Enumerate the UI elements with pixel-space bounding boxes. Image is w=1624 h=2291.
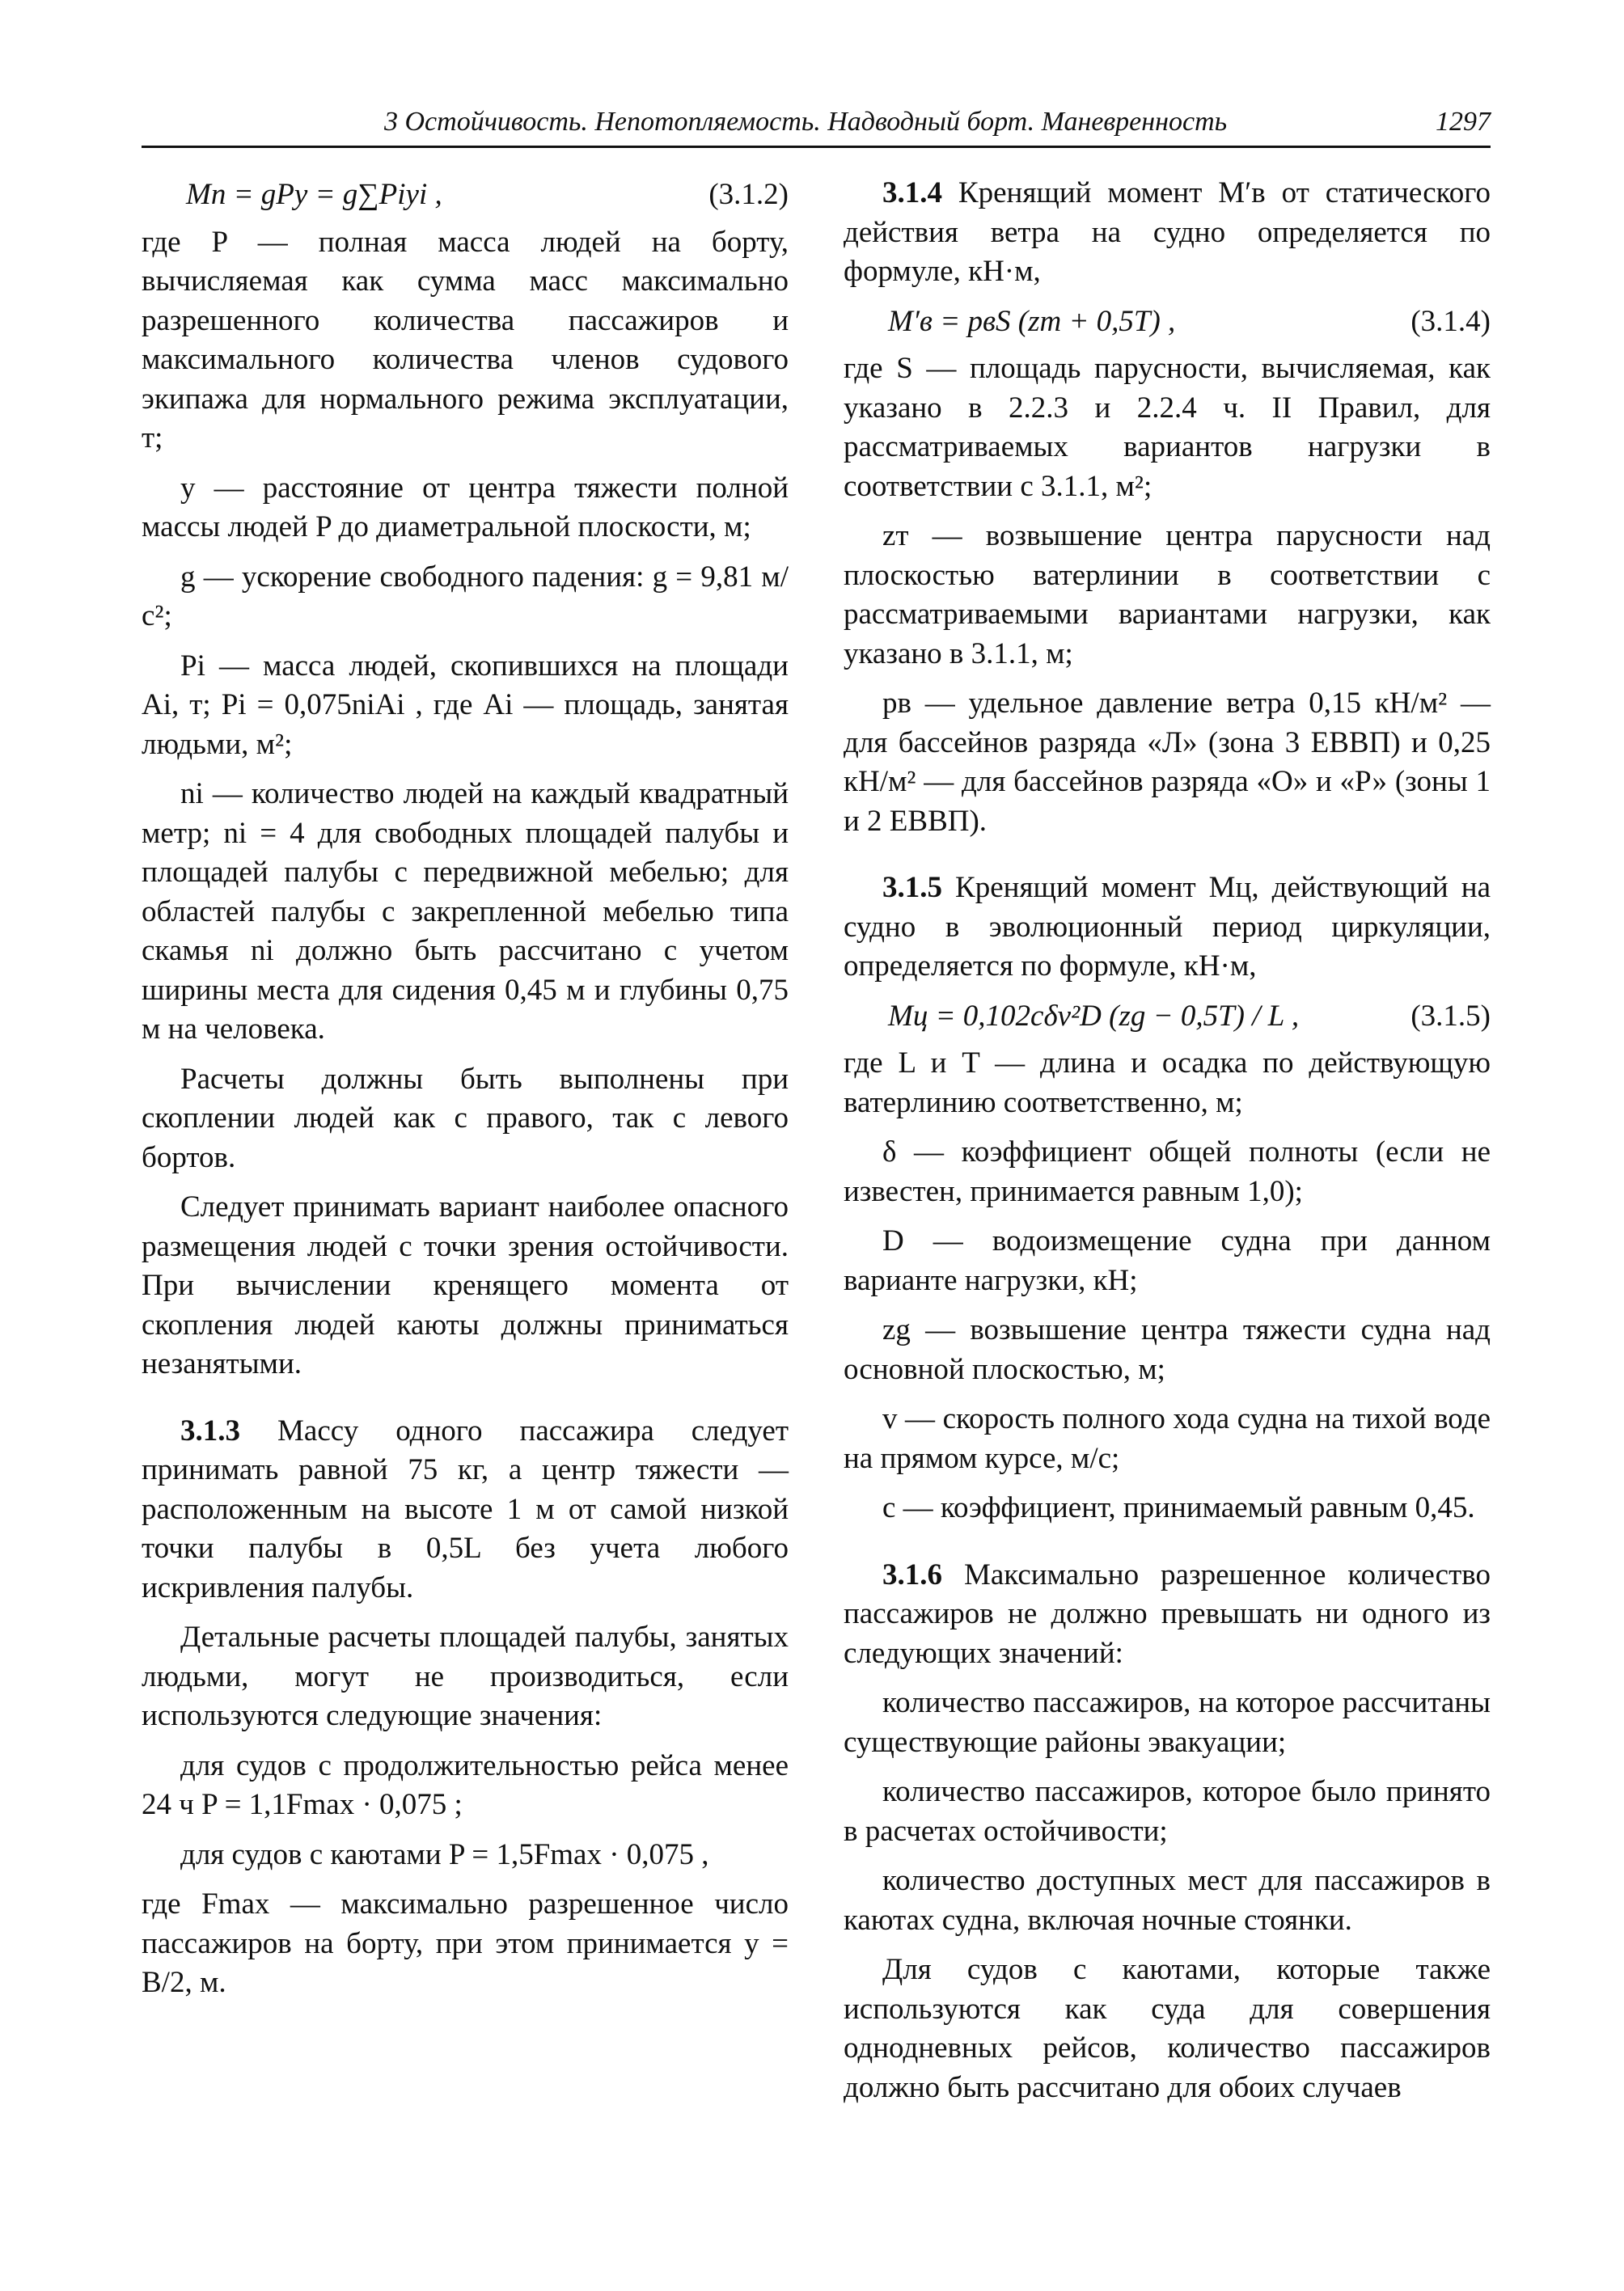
paragraph: где Fmax — максимально разрешенное число пассажиров на борту, при этом принимается y = B/2, м.: [142, 1887, 789, 1999]
section-number: 3.1.6: [882, 1558, 942, 1591]
paragraph: D — водоизмещение судна при данном варианте нагрузки, кН;: [844, 1224, 1491, 1297]
equation-number: (3.1.4): [1410, 304, 1491, 338]
paragraph: количество пассажиров, которое было принято в расчетах остойчивости;: [844, 1775, 1491, 1848]
formula-3-1-5: [844, 997, 1491, 1037]
section-text: Массу одного пассажира следует принимать равной 75 кг, а центр тяжести — расположенным на высоте 1 м от самой низкой точки палубы в 0,5L без учета любого искривления палубы.: [142, 1414, 789, 1604]
paragraph: zт — возвышение центра парусности над плоскостью ватерлинии в соответствии с рассматриваемыми вариантами нагрузки, как указано в 3.1.1, м;: [844, 519, 1491, 670]
section-text: Кренящий момент Mц, действующий на судно в эволюционный период циркуляции, определяется по формуле, кН·м,: [844, 871, 1491, 983]
paragraph: ni — количество людей на каждый квадратный метр; ni = 4 для свободных площадей палубы и площадей палубы с передвижной мебелью; для областей палубы с закрепленной мебелью типа скамья ni должно быть рассчитано с учетом ширины места для сидения 0,45 м и глубины 0,75 м на человека.: [142, 777, 789, 1046]
running-header: [142, 104, 1491, 148]
paragraph: для судов с каютами P = 1,5Fmax · 0,075 ,: [180, 1837, 709, 1871]
equation-number: (3.1.2): [708, 178, 789, 211]
equation-number: (3.1.5): [1410, 999, 1491, 1033]
formula-3-1-4: [844, 302, 1491, 342]
section-text: Кренящий момент M′в от статического действия ветра на судно определяется по формуле, кН·м,: [844, 176, 1491, 288]
paragraph: δ — коэффициент общей полноты (если не известен, принимается равным 1,0);: [844, 1135, 1491, 1208]
paragraph: Для судов с каютами, которые также используются как суда для совершения однодневных рейсов, количество пассажиров должно быть рассчитано для обоих случаев: [844, 1953, 1491, 2104]
paragraph: Расчеты должны быть выполнены при скоплении людей как с правого, так с левого бортов.: [142, 1062, 789, 1174]
formula-3-1-2: [142, 175, 789, 215]
paragraph: g — ускорение свободного падения: g = 9,81 м/с²;: [142, 560, 789, 632]
paragraph: Детальные расчеты площадей палубы, занятых людьми, могут не производиться, если используются следующие значения:: [142, 1621, 789, 1732]
page-number: 1297: [1436, 107, 1491, 137]
header-title: 3 Остойчивость. Непотопляемость. Надводный борт. Маневренность: [384, 107, 1228, 137]
paragraph: y — расстояние от центра тяжести полной массы людей P до диаметральной плоскости, м;: [142, 471, 789, 543]
section-3-1-3: [142, 1412, 789, 1608]
left-column: [142, 174, 789, 2014]
section-number: 3.1.3: [180, 1414, 240, 1448]
right-column: [844, 174, 1491, 2118]
formula-expression: Mц = 0,102cδv²D (zg − 0,5T) / L ,: [888, 999, 1300, 1033]
paragraph: pв — удельное давление ветра 0,15 кН/м² — для бассейнов разряда «Л» (зона 3 ЕВВП) и 0,25 кН/м² — для бассейнов разряда «О» и «Р» (зоны 1 и 2 ЕВВП).: [844, 687, 1491, 838]
paragraph: количество доступных мест для пассажиров в каютах судна, включая ночные стоянки.: [844, 1864, 1491, 1937]
paragraph: Pi — масса людей, скопившихся на площади Ai, т; Pi = 0,075niAi , где Ai — площадь, занятая людьми, м²;: [142, 649, 789, 761]
paragraph: где L и T — длина и осадка по действующую ватерлинию соответственно, м;: [844, 1046, 1491, 1119]
formula-expression: M′в = pвS (zт + 0,5T) ,: [888, 304, 1176, 338]
paragraph: где P — полная масса людей на борту, вычисляемая как сумма масс максимально разрешенного количества пассажиров и максимального количества членов судового экипажа для нормального режима эксплуатации, т;: [142, 225, 789, 454]
paragraph: c — коэффициент, принимаемый равным 0,45.: [882, 1491, 1475, 1524]
formula-expression: Mп = gPy = g∑Piyi ,: [186, 178, 442, 211]
paragraph: v — скорость полного хода судна на тихой воде на прямом курсе, м/с;: [844, 1402, 1491, 1475]
section-number: 3.1.4: [882, 176, 942, 209]
section-3-1-4: [844, 174, 1491, 292]
section-3-1-5: [844, 869, 1491, 987]
paragraph: где S — площадь парусности, вычисляемая, как указано в 2.2.3 и 2.2.4 ч. II Правил, для рассматриваемых вариантов нагрузки в соответствии с 3.1.1, м²;: [844, 352, 1491, 503]
paragraph: Следует принимать вариант наиболее опасного размещения людей с точки зрения остойчивости. При вычислении кренящего момента от скопления людей каюты должны приниматься незанятыми.: [142, 1190, 789, 1380]
paragraph: для судов с продолжительностью рейса менее 24 ч P = 1,1Fmax · 0,075 ;: [142, 1748, 789, 1821]
section-text: Максимально разрешенное количество пассажиров не должно превышать ни одного из следующих значений:: [844, 1558, 1491, 1670]
section-number: 3.1.5: [882, 871, 942, 904]
section-3-1-6: [844, 1556, 1491, 1674]
paragraph: количество пассажиров, на которое рассчитаны существующие районы эвакуации;: [844, 1686, 1491, 1759]
paragraph: zg — возвышение центра тяжести судна над основной плоскостью, м;: [844, 1313, 1491, 1386]
